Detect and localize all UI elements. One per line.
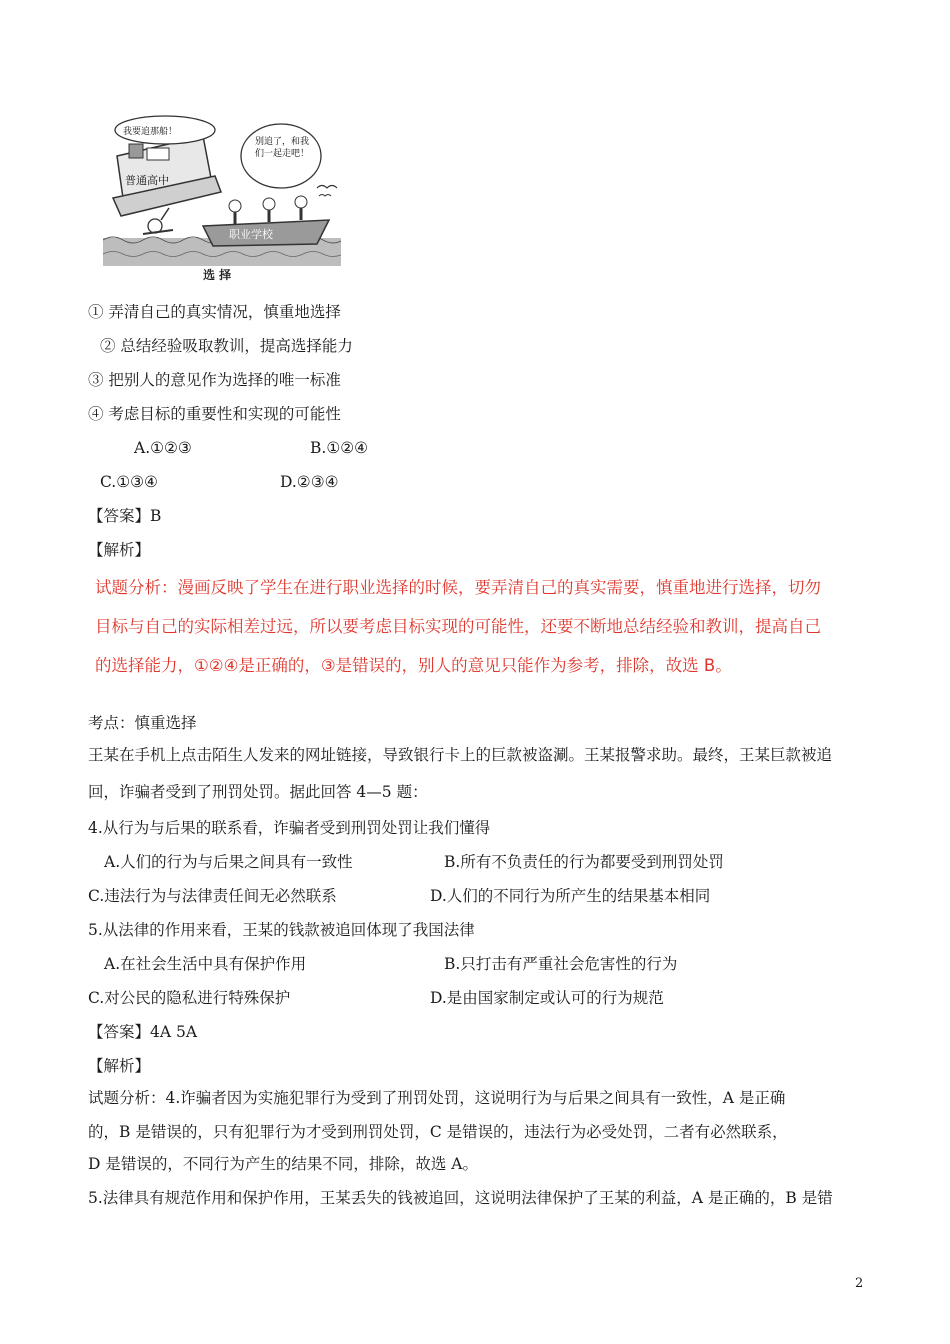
q45-answer: 【答案】4A 5A (88, 1023, 198, 1041)
q3-analysis-line-1: 试题分析：漫画反映了学生在进行职业选择的时候，要弄清自己的真实需要，慎重地进行选择，切勿 (95, 578, 821, 597)
q3-analysis-line-2: 目标与自己的实际相差过远，所以要考虑目标实现的可能性，还要不断地总结经验和教训，提高自己 (95, 617, 821, 636)
boat-speech-bubble: 别追了，和我们一起走吧！ (254, 137, 309, 159)
q3-kaodian: 考点：慎重选择 (88, 714, 197, 732)
cartoon-caption: 选 择 (203, 268, 232, 282)
q3-analysis-title: 【解析】 (88, 541, 151, 559)
q45-analysis-line-4: 5.法律具有规范作用和保护作用，王某丢失的钱被追回，这说明法律保护了王某的利益，A 是正确的，B 是错 (88, 1189, 833, 1207)
q3-option-1: ① 弄清自己的真实情况，慎重地选择 (88, 303, 341, 321)
ship-label: 普通高中 (125, 174, 169, 187)
q4-option-a: A.人们的行为与后果之间具有一致性 (104, 853, 353, 871)
q4-stem: 4.从行为与后果的联系看，诈骗者受到刑罚处罚让我们懂得 (88, 819, 491, 837)
q45-analysis-line-3: D 是错误的，不同行为产生的结果不同，排除，故选 A。 (88, 1155, 478, 1173)
q3-choice-a: A.①②③ (134, 439, 192, 457)
q3-answer: 【答案】B (88, 507, 162, 525)
q5-option-c: C.对公民的隐私进行特殊保护 (88, 989, 291, 1007)
q45-analysis-line-2: 的，B 是错误的，只有犯罪行为才受到刑罚处罚，C 是错误的，违法行为必受处罚，二者有必然联系， (88, 1123, 788, 1141)
q3-option-4: ④ 考虑目标的重要性和实现的可能性 (88, 405, 341, 423)
q5-stem: 5.从法律的作用来看，王某的钱款被追回体现了我国法律 (88, 921, 475, 939)
q4-option-d: D.人们的不同行为所产生的结果基本相同 (430, 887, 711, 905)
q5-option-b: B.只打击有严重社会危害性的行为 (444, 955, 678, 973)
q45-analysis-title: 【解析】 (88, 1057, 151, 1075)
material-line-1: 王某在手机上点击陌生人发来的网址链接，导致银行卡上的巨款被盗涮。王某报警求助。最终，王某巨款被追 (88, 746, 833, 764)
q3-choice-c: C.①③④ (100, 473, 158, 491)
q4-option-b: B.所有不负责任的行为都要受到刑罚处罚 (444, 853, 724, 871)
q3-option-2: ② 总结经验吸取教训，提高选择能力 (100, 337, 353, 355)
q5-option-a: A.在社会生活中具有保护作用 (104, 955, 307, 973)
ship-speech-bubble: 我要追那船！ (123, 127, 178, 137)
q3-option-3: ③ 把别人的意见作为选择的唯一标准 (88, 371, 341, 389)
boat-label: 职业学校 (229, 228, 273, 241)
q3-choice-b: B.①②④ (310, 439, 369, 457)
page-number: 2 (855, 1276, 864, 1291)
q3-choice-d: D.②③④ (280, 473, 339, 491)
cartoon-illustration (103, 108, 341, 284)
material-line-2: 回，诈骗者受到了刑罚处罚。据此回答 4—5 题： (88, 783, 428, 801)
q3-analysis-line-3: 的选择能力，①②④是正确的，③是错误的，别人的意见只能作为参考，排除，故选 B。 (95, 656, 732, 675)
q45-analysis-line-1: 试题分析：4.诈骗者因为实施犯罪行为受到了刑罚处罚，这说明行为与后果之间具有一致性，A 是正确 (88, 1089, 786, 1107)
q4-option-c: C.违法行为与法律责任间无必然联系 (88, 887, 337, 905)
q5-option-d: D.是由国家制定或认可的行为规范 (430, 989, 664, 1007)
